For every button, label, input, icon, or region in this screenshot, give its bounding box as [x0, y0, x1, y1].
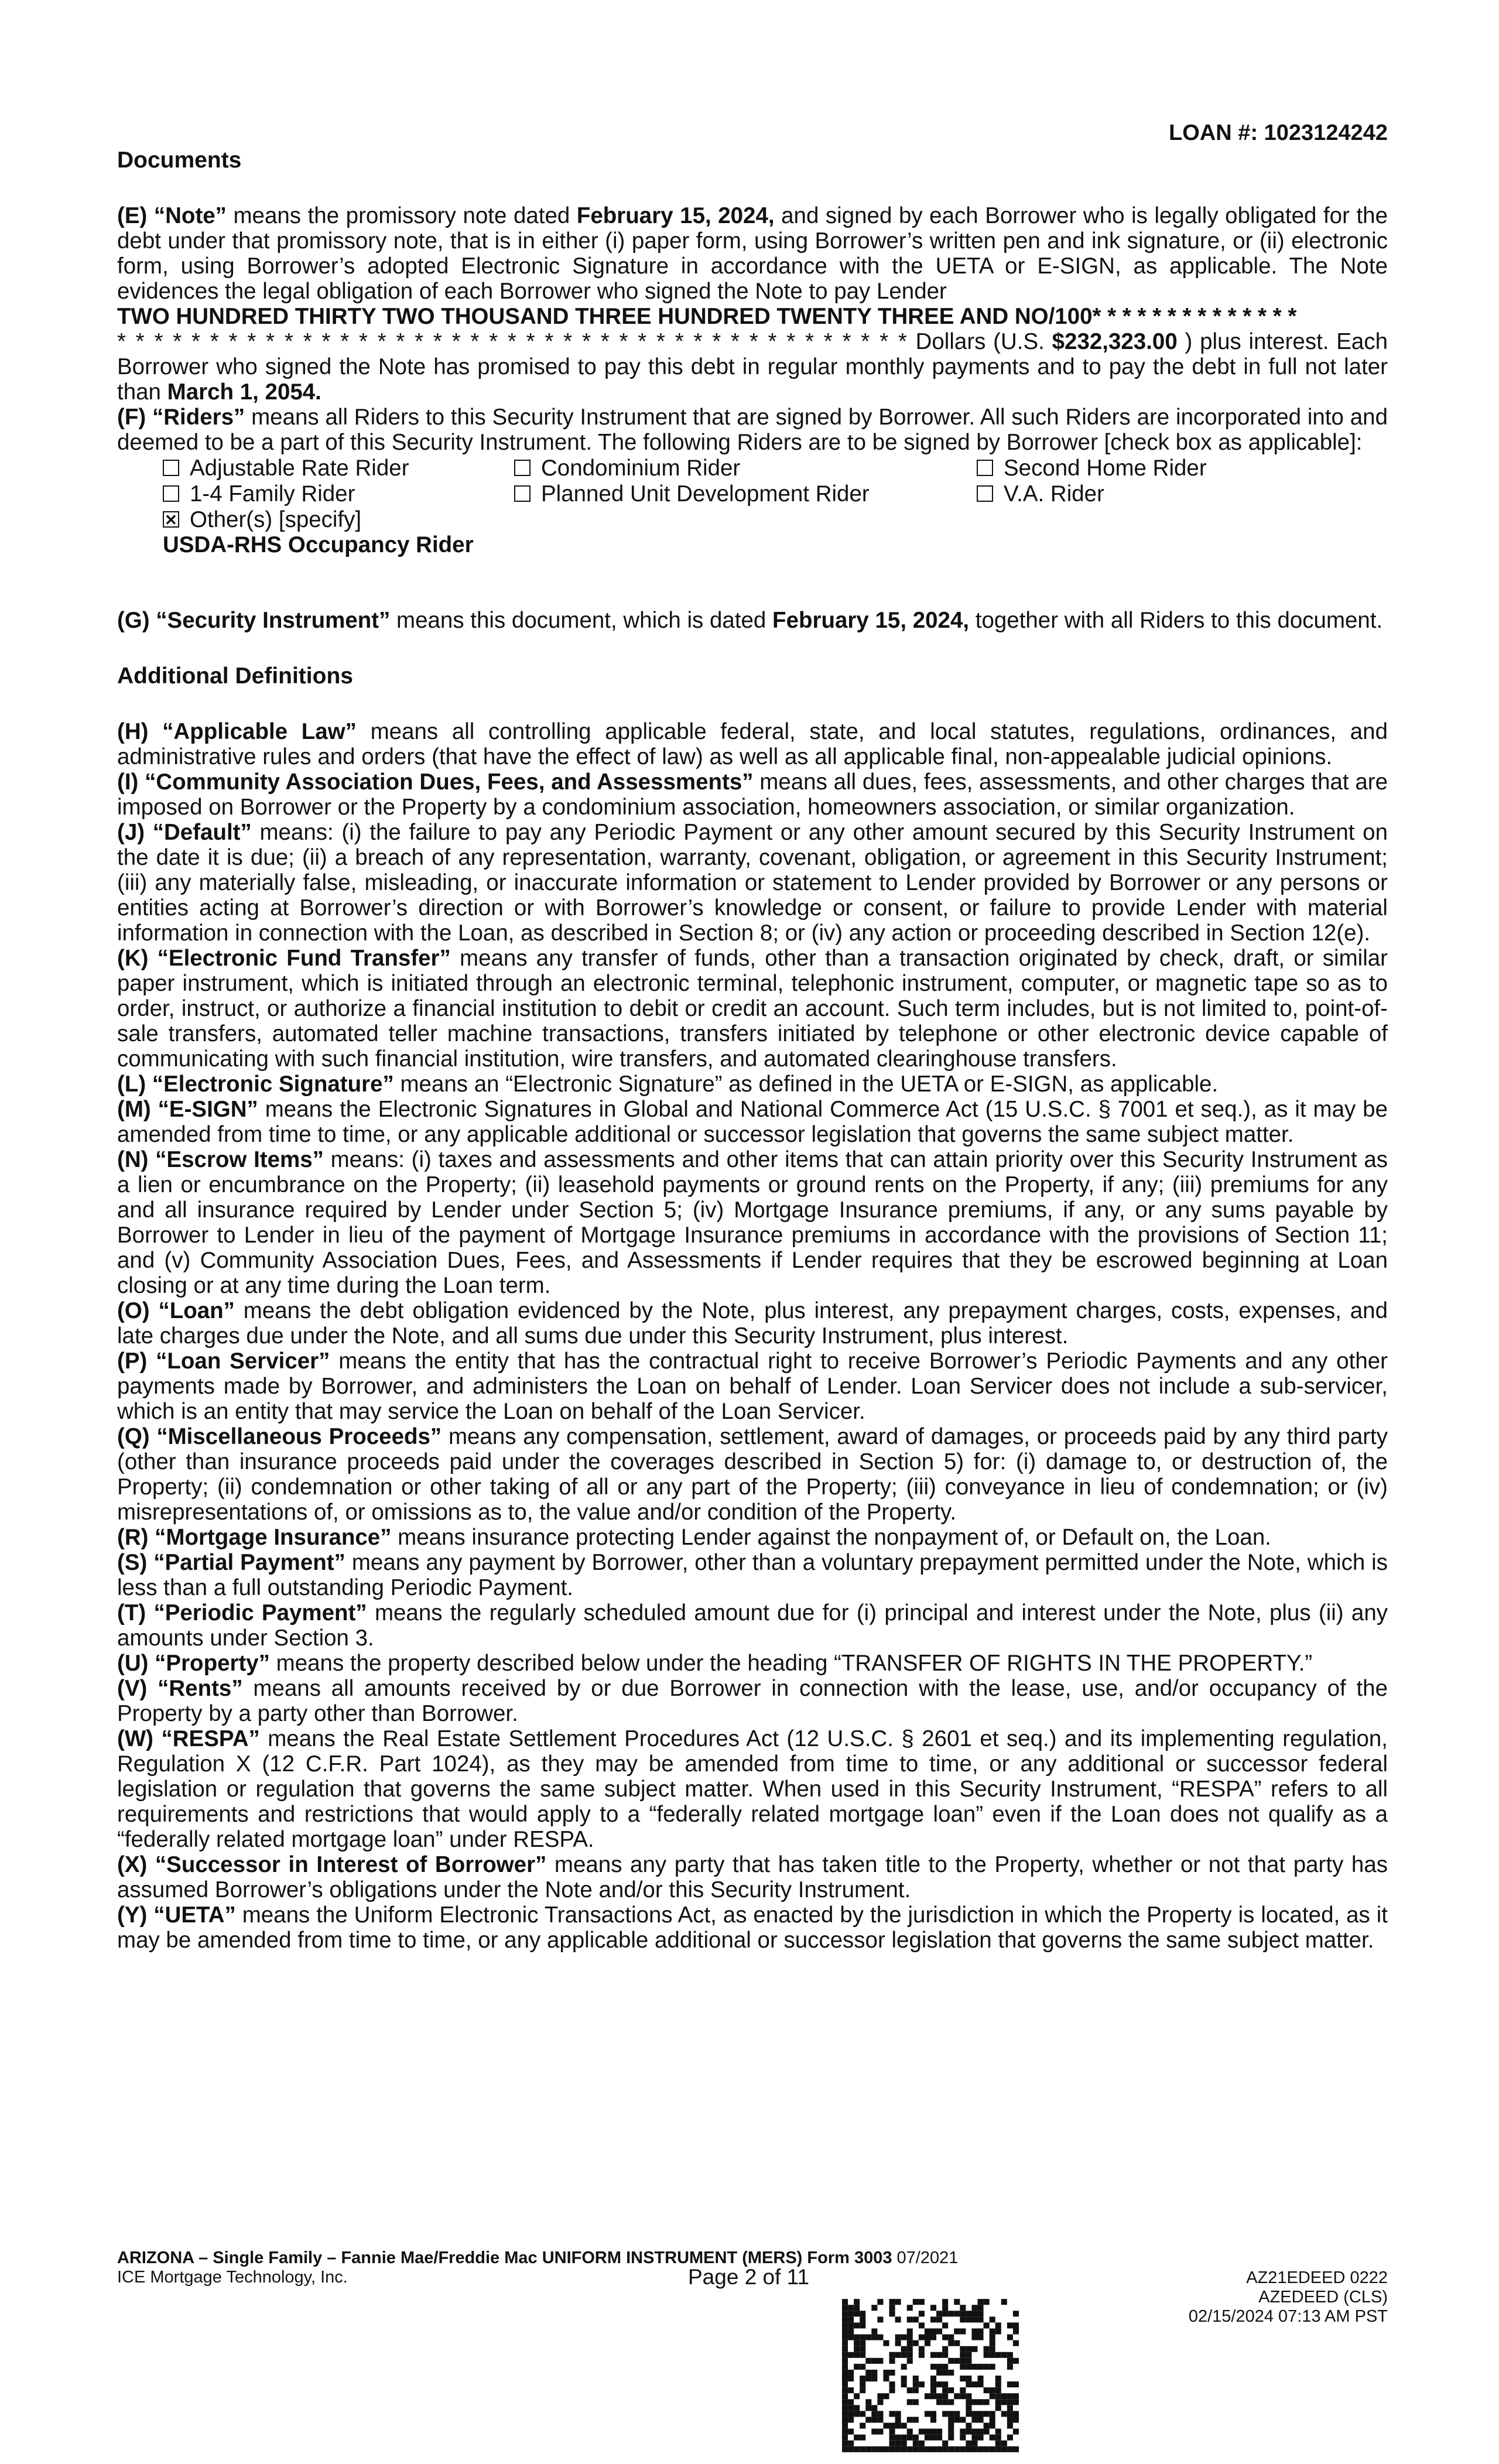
rider-option[interactable]: 1-4 Family Rider: [163, 481, 514, 507]
definition-item: [117, 1424, 1388, 1525]
checkbox[interactable]: [977, 485, 993, 502]
definition-item: [117, 1676, 1388, 1726]
checkbox[interactable]: [514, 460, 531, 476]
definition-term: (Q) “Miscellaneous Proceeds”: [117, 1424, 442, 1449]
definition-text: means the regularly scheduled amount due for (i) principal and interest under the Note, plus (ii) any amounts under Section 3.: [117, 1600, 1388, 1651]
loan-amount: $232,323.00: [1052, 329, 1178, 354]
page-number: Page 2 of 11: [688, 2265, 810, 2289]
definition-term: (H) “Applicable Law”: [117, 719, 357, 744]
definition-item: [117, 1651, 1388, 1676]
footer-codes: AZ21EDEED 0222 AZEDEED (CLS) 02/15/2024 07:13 AM PST: [1188, 2268, 1388, 2326]
definition-text: means all controlling applicable federal, state, and local statutes, regulations, ordinances, and administrative rules and orders (that have the effect of law) as well as all applicable final, non-appealable judicial opinions.: [117, 719, 1388, 769]
rider-option[interactable]: Adjustable Rate Rider: [163, 455, 514, 481]
definition-item: [117, 1726, 1388, 1852]
checkbox[interactable]: [514, 485, 531, 502]
rider-option[interactable]: Planned Unit Development Rider: [514, 481, 977, 507]
riders-checklist: [163, 455, 1388, 532]
definition-term: (N) “Escrow Items”: [117, 1147, 324, 1172]
definition-term: (X) “Successor in Interest of Borrower”: [117, 1852, 547, 1877]
filler-stars: * * * * * * * * * * * * * * * * * * * * * * * * * * * * * * * * * * * * * * * * * * *: [117, 329, 908, 354]
definition-item: [117, 1349, 1388, 1424]
definition-item: [117, 820, 1388, 946]
definition-item: [117, 1147, 1388, 1298]
definition-item: [117, 1298, 1388, 1349]
loan-number: LOAN #: 1023124242: [1169, 121, 1388, 145]
note-date: February 15, 2024,: [576, 203, 775, 228]
definition-term: (W) “RESPA”: [117, 1726, 260, 1751]
definition-item: [117, 946, 1388, 1072]
definition-security-instrument: (G) “Security Instrument” means this document, which is dated February 15, 2024, together with all Riders to this document.: [117, 608, 1383, 633]
definition-term: (V) “Rents”: [117, 1676, 243, 1701]
definition-text: means the entity that has the contractual right to receive Borrower’s Periodic Payments and any other payments made by Borrower, and administers the Loan on behalf of Lender. Loan Servicer does not include a sub-servicer, which is an entity that may service the Loan on behalf of the Loan Servicer.: [117, 1349, 1388, 1424]
definition-term: (E) “Note”: [117, 203, 227, 228]
rider-option[interactable]: Condominium Rider: [514, 455, 977, 481]
definition-text: means any party that has taken title to the Property, whether or not that party has assumed Borrower’s obligations under the Note and/or this Security Instrument.: [117, 1852, 1388, 1902]
definition-text: means any transfer of funds, other than a transaction originated by check, draft, or similar paper instrument, which is initiated through an electronic terminal, telephonic instrument, computer, or magnetic tape so as to order, instruct, or authorize a financial institution to debit or credit an account. Such term includes, but is not limited to, point-of-sale transfers, automated teller machine transactions, transfers initiated by telephone or other electronic device capable of communicating with such financial institution, wire transfers, and automated clearinghouse transfers.: [117, 946, 1388, 1072]
definition-item: [117, 1525, 1388, 1550]
section-heading-additional: Additional Definitions: [117, 663, 353, 689]
definition-item: [117, 1902, 1388, 1953]
definition-term: (T) “Periodic Payment”: [117, 1600, 367, 1625]
definition-text: means any payment by Borrower, other than a voluntary prepayment permitted under the Note, which is less than a full outstanding Periodic Payment.: [117, 1550, 1388, 1600]
definition-item: [117, 1550, 1388, 1600]
definition-item: [117, 1600, 1388, 1651]
definition-item: [117, 719, 1388, 769]
definition-term: (F) “Riders”: [117, 405, 245, 430]
definition-term: (M) “E-SIGN”: [117, 1097, 258, 1122]
maturity-date: March 1, 2054.: [167, 379, 321, 405]
definition-term: (S) “Partial Payment”: [117, 1550, 345, 1575]
definition-item: [117, 1852, 1388, 1902]
checkbox[interactable]: [977, 460, 993, 476]
section-heading-documents: Documents: [117, 148, 242, 173]
definition-text: means the debt obligation evidenced by the Note, plus interest, any prepayment charges, costs, expenses, and late charges due under the Note, and all sums due under this Security Instrument, plus interest.: [117, 1298, 1388, 1349]
footer-company: ICE Mortgage Technology, Inc.: [117, 2268, 348, 2287]
definition-term: (R) “Mortgage Insurance”: [117, 1525, 392, 1550]
definition-text: means the property described below under the heading “TRANSFER OF RIGHTS IN THE PROPERTY.”: [269, 1651, 1313, 1676]
definition-riders: (F) “Riders” means all Riders to this Security Instrument that are signed by Borrower. All such Riders are incorporated into and deemed to be a part of this Security Instrument. The following Riders are to be signed by Borrower [check box as applicable]:: [117, 405, 1388, 455]
footer-state: ARIZONA: [117, 2249, 194, 2267]
definition-text: means insurance protecting Lender against the nonpayment of, or Default on, the Loan.: [391, 1525, 1271, 1550]
definition-term: (U) “Property”: [117, 1651, 270, 1676]
definition-text: means all dues, fees, assessments, and other charges that are imposed on Borrower or the Property by a condominium association, homeowners association, or similar organization.: [117, 769, 1388, 820]
definition-term: (G) “Security Instrument”: [117, 608, 391, 633]
definition-text: means: (i) the failure to pay any Periodic Payment or any other amount secured by this Security Instrument on the date it is due; (ii) a breach of any representation, warranty, covenant, obligation, or agreement in this Security Instrument; (iii) any materially false, misleading, or inaccurate information or statement to Lender provided by Borrower or any persons or entities acting at Borrower’s direction or with Borrower’s knowledge or consent, or failure to provide Lender with material information in connection with the Loan, as described in Section 8; or (iv) any action or proceeding described in Section 12(e).: [117, 820, 1388, 946]
checkbox[interactable]: [163, 485, 179, 502]
rider-option-other[interactable]: ✕ Other(s) [specify]: [163, 507, 514, 532]
document-page: [117, 117, 1388, 1953]
definition-item: [117, 1072, 1388, 1097]
qr-code: [842, 2299, 1019, 2452]
definition-item: [117, 1097, 1388, 1147]
definition-text: means any compensation, settlement, award of damages, or proceeds paid by any third party (other than insurance proceeds paid under the coverages described in Section 5) for: (i) damage to, or destruction of, the Property; (ii) condemnation or other taking of all or any part of the Property; (iii) conveyance in lieu of condemnation; or (iv) misrepresentations of, or omissions as to, the value and/or condition of the Property.: [117, 1424, 1388, 1525]
definition-term: (L) “Electronic Signature”: [117, 1072, 394, 1097]
definition-text: means an “Electronic Signature” as defined in the UETA or E-SIGN, as applicable.: [393, 1072, 1219, 1097]
loan-amount-words: TWO HUNDRED THIRTY TWO THOUSAND THREE HUNDRED TWENTY THREE AND NO/100* * * * * * * * * * * * * *: [117, 304, 1297, 329]
definition-term: (J) “Default”: [117, 820, 252, 845]
instrument-date: February 15, 2024,: [772, 608, 970, 633]
rider-option[interactable]: V.A. Rider: [977, 481, 1387, 507]
definition-text: means: (i) taxes and assessments and other items that can attain priority over this Security Instrument as a lien or encumbrance on the Property; (ii) leasehold payments or ground rents on the Property, if any; (iii) premiums for any and all insurance required by Lender under Section 5; (iv) Mortgage Insurance premiums, if any, or any sums payable by Borrower to Lender in lieu of the payment of Mortgage Insurance premiums in accordance with the provisions of Section 11; and (v) Community Association Dues, Fees, and Assessments if Lender requires that they be escrowed beginning at Loan closing or at any time during the Loan term.: [117, 1147, 1388, 1298]
definition-term: (K) “Electronic Fund Transfer”: [117, 946, 451, 971]
definition-term: (P) “Loan Servicer”: [117, 1349, 330, 1374]
definition-text: means the Uniform Electronic Transactions Act, as enacted by the jurisdiction in which the Property is located, as it may be amended from time to time, or any applicable additional or successor legislation that governs the same subject matter.: [117, 1902, 1388, 1953]
checkbox-checked[interactable]: [163, 511, 179, 528]
definition-note: (E) “Note” means the promissory note dated February 15, 2024, and signed by each Borrower who is legally obligated for the debt under that promissory note, that is in either (i) paper form, using Borrower’s written pen and ink signature, or (ii) electronic form, using Borrower’s adopted Electronic Signature in accordance with the UETA or E-SIGN, as applicable. The Note evidences the legal obligation of each Borrower who signed the Note to pay Lender TWO HUNDRED THIRTY TWO THOUSAND THREE HUNDRED TWENTY THREE AND NO/100* * * * * * * * * * * * * * * * * * * * * * * * * * * * * * * * * * * * * * * * * * * * * * * * * * * * * * * * * Dollars (U.S. $232,323.00 ) plus interest. Each Borrower who signed the Note has promised to pay this debt in regular monthly payments and to pay the debt in full not later than March 1, 2054.: [117, 203, 1388, 405]
other-rider-specified: USDA-RHS Occupancy Rider: [163, 532, 474, 557]
definition-term: (Y) “UETA”: [117, 1902, 236, 1928]
definition-text: means all amounts received by or due Borrower in connection with the lease, use, and/or occupancy of the Property by a party other than Borrower.: [117, 1676, 1388, 1726]
definition-text: means the Real Estate Settlement Procedures Act (12 U.S.C. § 2601 et seq.) and its implementing regulation, Regulation X (12 C.F.R. Part 1024), as they may be amended from time to time, or any additional or successor federal legislation or regulation that governs the same subject matter. When used in this Security Instrument, “RESPA” refers to all requirements and restrictions that would apply to a “federally related mortgage loan” even if the Loan does not qualify as a “federally related mortgage loan” under RESPA.: [117, 1726, 1388, 1852]
definition-text: means the Electronic Signatures in Global and National Commerce Act (15 U.S.C. § 7001 et seq.), as it may be amended from time to time, or any applicable additional or successor legislation that governs the same subject matter.: [117, 1097, 1388, 1147]
footer: ARIZONA – Single Family – Fannie Mae/Freddie Mac UNIFORM INSTRUMENT (MERS) Form 3003 07/2021 ICE Mortgage Technology, Inc.: [117, 2249, 1388, 2287]
definition-term: (I) “Community Association Dues, Fees, and Assessments”: [117, 769, 754, 795]
definition-item: [117, 769, 1388, 820]
rider-option[interactable]: Second Home Rider: [977, 455, 1387, 481]
checkbox[interactable]: [163, 460, 179, 476]
definition-term: (O) “Loan”: [117, 1298, 235, 1323]
definitions-list: [117, 719, 1388, 1953]
